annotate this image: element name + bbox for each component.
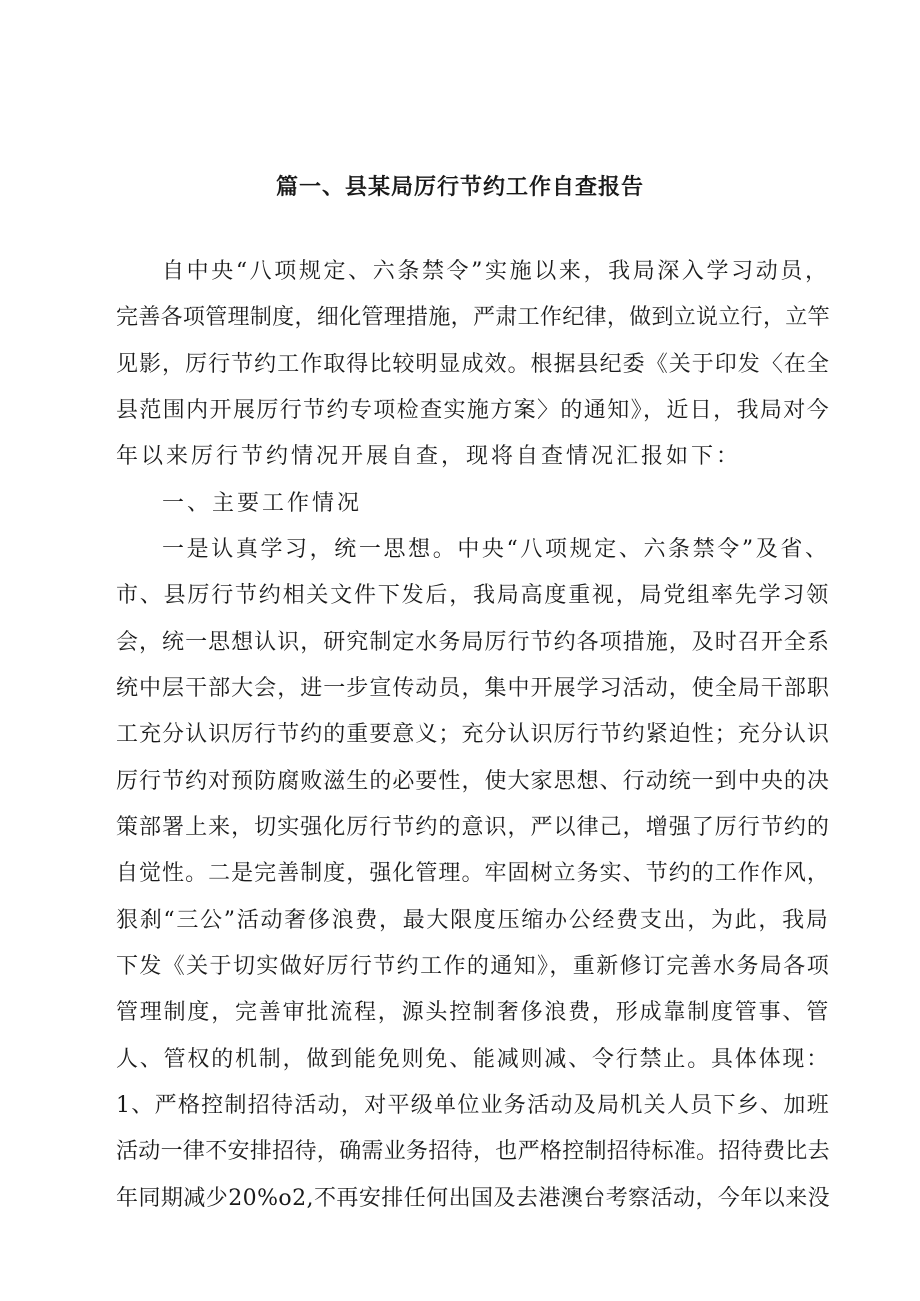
paragraph-line: 厉行节约对预防腐败滋生的必要性，使大家思想、行动统一到中央的决 [116, 769, 830, 794]
paragraph-line: 自觉性。二是完善制度，强化管理。牢固树立务实、节约的工作作风， [116, 861, 830, 886]
paragraph-line: 活动一律不安排招待，确需业务招待，也严格控制招待标准。招待费比去 [116, 1139, 830, 1164]
paragraph-line: 县范围内开展厉行节约专项检查实施方案〉的通知》，近日，我局对今 [116, 398, 831, 423]
paragraph-line: 会，统一思想认识，研究制定水务局厉行节约各项措施，及时召开全系 [116, 630, 830, 655]
paragraph-line: 人、管权的机制，做到能免则免、能减则减、令行禁止。具体体现： [116, 1047, 831, 1072]
paragraph-line: 统中层干部大会，进一步宣传动员，集中开展学习活动，使全局干部职 [116, 676, 830, 701]
paragraph-line: 年以来厉行节约情况开展自查，现将自查情况汇报如下： [116, 444, 742, 469]
paragraph-line: 策部署上来，切实强化厉行节约的意识，严以律己，增强了厉行节约的 [116, 815, 830, 840]
document-title: 篇一、县某局厉行节约工作自查报告 [275, 175, 644, 200]
paragraph-line: 工充分认识厉行节约的重要意义；充分认识厉行节约紧迫性；充分认识 [116, 722, 830, 747]
paragraph-line: 见影，厉行节约工作取得比较明显成效。根据县纪委《关于印发〈在全 [116, 352, 830, 377]
paragraph-line: 狠刹“三公”活动奢侈浪费，最大限度压缩办公经费支出，为此，我局 [116, 908, 830, 933]
section-heading: 一、主要工作情况 [162, 491, 363, 516]
paragraph-line: 一是认真学习，统一思想。中央“八项规定、六条禁令”及省、 [162, 537, 830, 562]
paragraph-line: 完善各项管理制度，细化管理措施，严肃工作纪律，做到立说立行，立竿 [116, 305, 830, 330]
paragraph-line: 市、县厉行节约相关文件下发后，我局高度重视，局党组率先学习领 [116, 583, 831, 608]
paragraph-line: 管理制度，完善审批流程，源头控制奢侈浪费，形成靠制度管事、管 [116, 1000, 831, 1025]
paragraph-line: 年同期减少20%o2,不再安排任何出国及去港澳台考察活动，今年以来没 [116, 1186, 831, 1211]
paragraph-line: 下发《关于切实做好厉行节约工作的通知》，重新修订完善水务局各项 [116, 954, 831, 979]
paragraph-line: 1、严格控制招待活动，对平级单位业务活动及局机关人员下乡、加班 [116, 1093, 830, 1118]
paragraph-line: 自中央“八项规定、六条禁令”实施以来，我局深入学习动员， [162, 259, 830, 284]
